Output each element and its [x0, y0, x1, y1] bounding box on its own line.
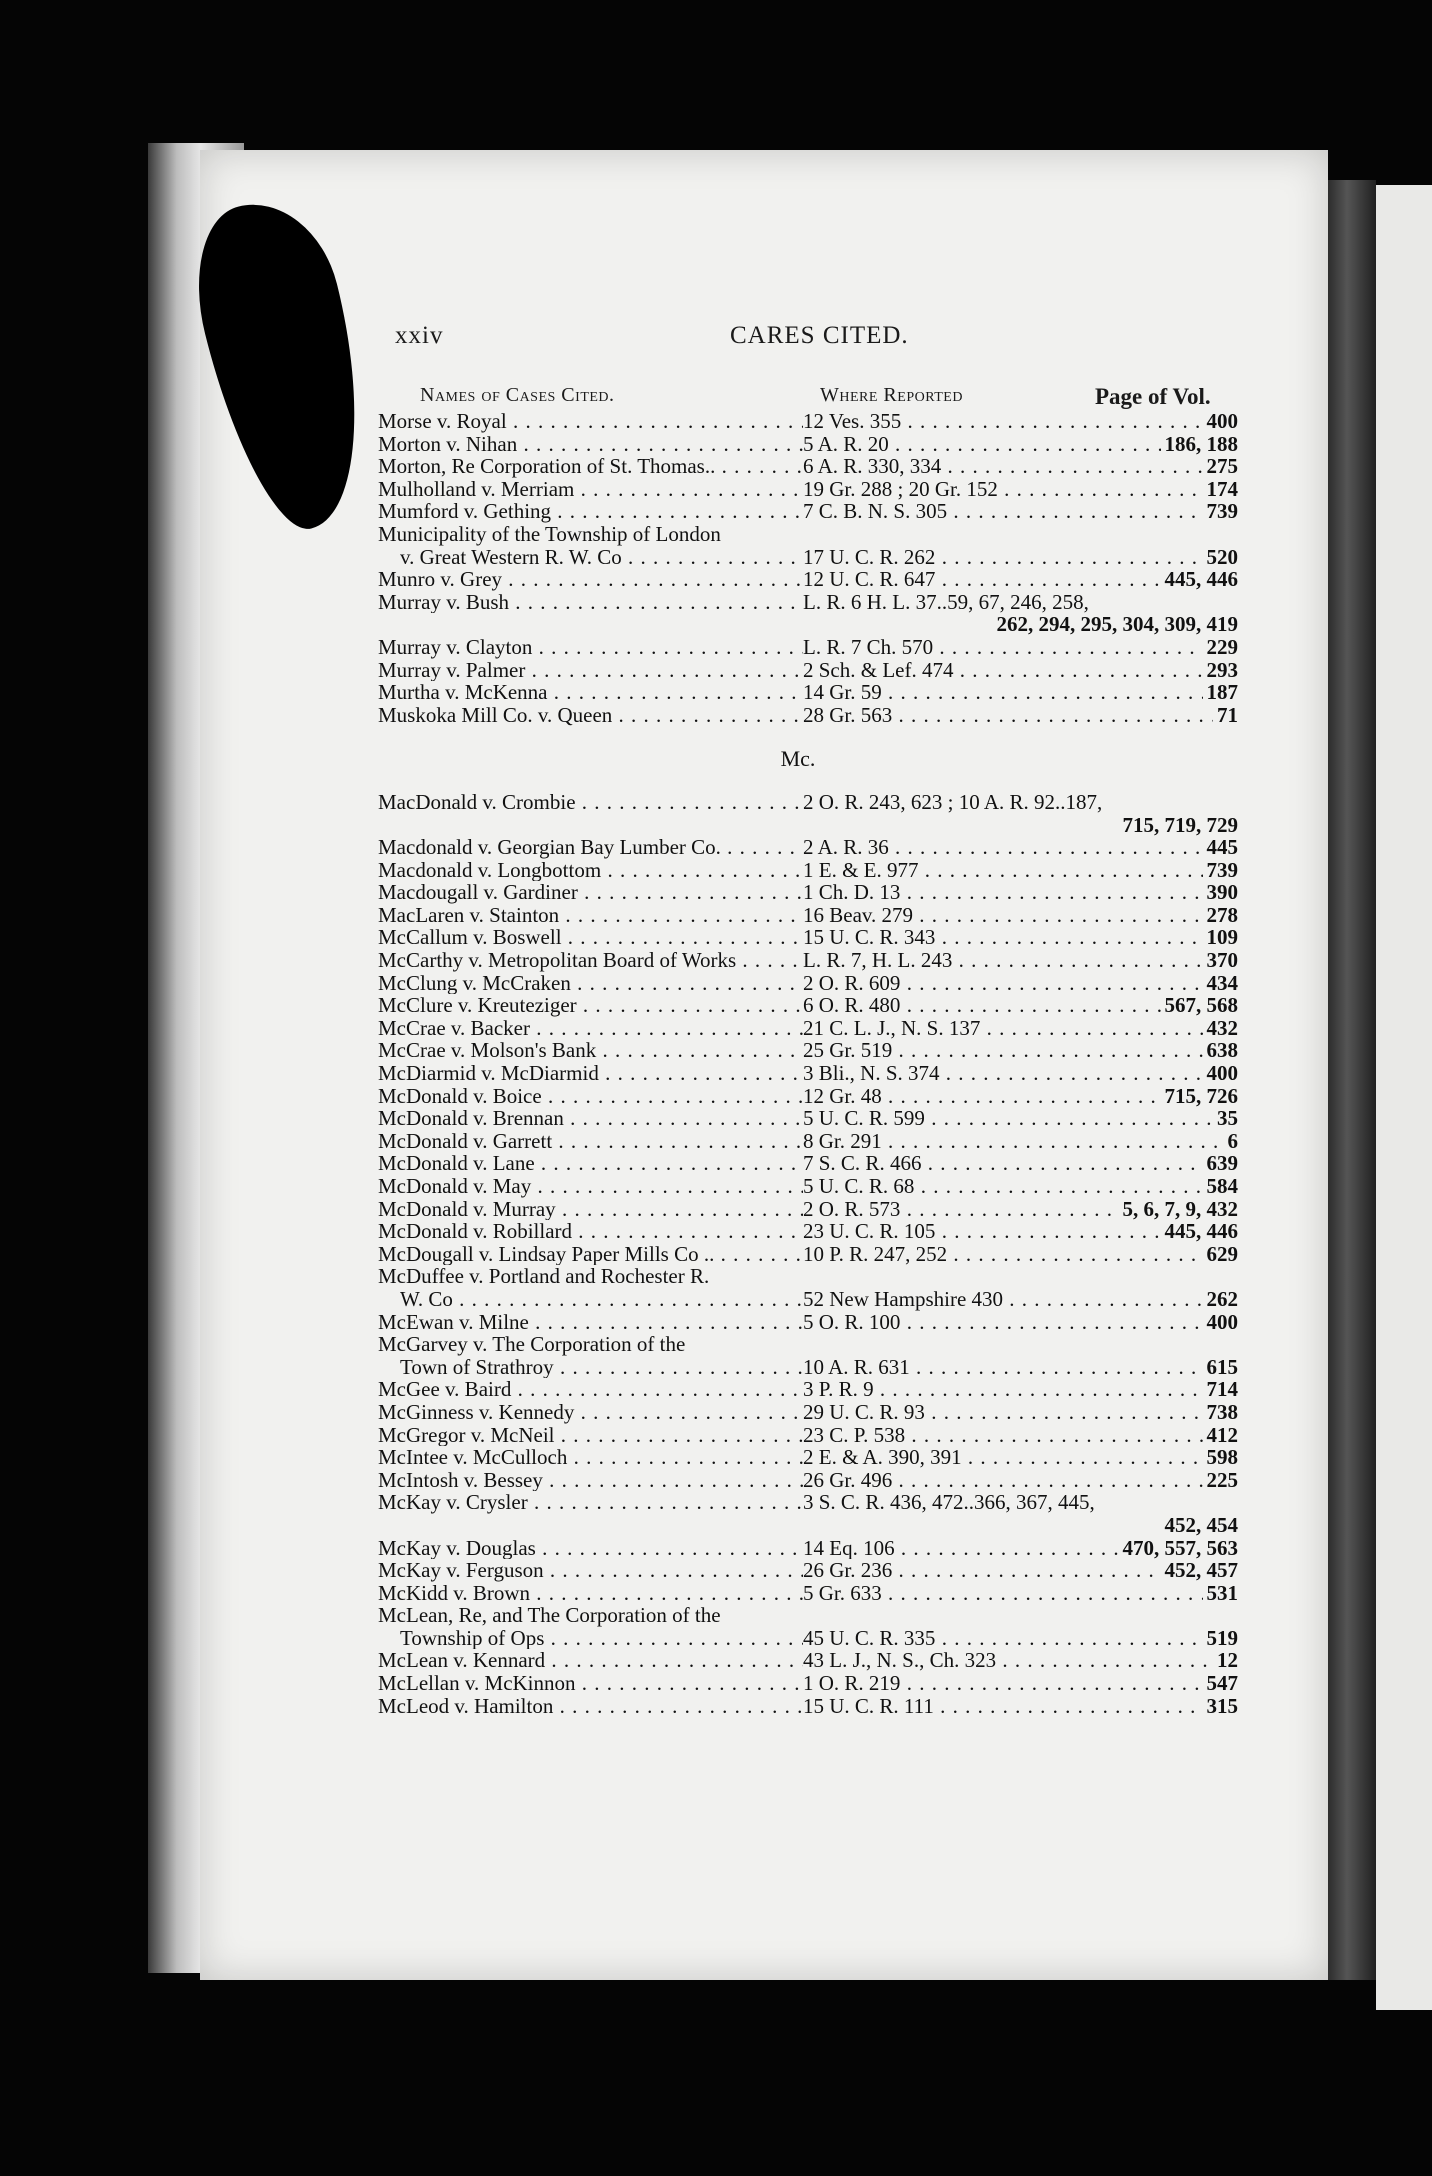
where-reported: 2 Sch. & Lef. 474 . . .: [803, 659, 1203, 682]
where-reported: 25 Gr. 519 . . .: [803, 1039, 1203, 1062]
page-reference: 186, 188: [1164, 431, 1238, 456]
page-reference: 400: [1206, 409, 1238, 433]
page-reference: 584: [1206, 1174, 1238, 1198]
where-reported: 7 C. B. N. S. 305 . . .: [803, 500, 1203, 523]
case-name: McEwan v. Milne . . .: [378, 1311, 803, 1334]
page-reference-continued: 452, 454: [1164, 1512, 1238, 1537]
case-name: McGregor v. McNeil . . .: [378, 1424, 803, 1447]
case-entry: [378, 1401, 1238, 1424]
case-name: McIntosh v. Bessey . . .: [378, 1469, 803, 1492]
case-name: v. Great Western R. W. Co . . .: [378, 546, 803, 569]
where-reported: 12 Ves. 355 . . .: [803, 410, 1203, 433]
page-reference: 12: [1217, 1648, 1238, 1673]
page-reference: 412: [1206, 1422, 1238, 1447]
case-entry: [378, 881, 1238, 904]
where-reported: 16 Beav. 279 . . .: [803, 904, 1203, 927]
page-reference: 452, 457: [1164, 1558, 1238, 1583]
where-reported: 23 C. P. 538 . . .: [803, 1424, 1203, 1447]
case-name: McLean, Re, and The Corporation of the: [378, 1604, 721, 1627]
case-name: McGinness v. Kennedy . . .: [378, 1401, 803, 1424]
case-entry: [378, 1446, 1238, 1469]
where-reported: 14 Gr. 59 . . .: [803, 681, 1203, 704]
page-reference: 400: [1206, 1061, 1238, 1086]
where-reported: 5 U. C. R. 68 . . .: [803, 1175, 1203, 1198]
case-entry: [378, 478, 1238, 501]
case-entry: [378, 433, 1238, 456]
case-name: McCrae v. Backer . . .: [378, 1017, 803, 1040]
column-header-where: Where Reported: [820, 384, 963, 406]
where-reported: 10 P. R. 247, 252 . . .: [803, 1243, 1203, 1266]
case-name: Murray v. Bush . . .: [378, 591, 803, 614]
page-reference: 567, 568: [1164, 993, 1238, 1018]
case-name: Macdonald v. Longbottom . . .: [378, 859, 803, 882]
case-name: McLeod v. Hamilton . . .: [378, 1695, 803, 1718]
case-entry: [378, 1062, 1238, 1085]
where-reported: 1 O. R. 219 . . .: [803, 1672, 1203, 1695]
book-gutter: [1328, 180, 1376, 1980]
case-entry: [378, 926, 1238, 949]
where-reported: 6 A. R. 330, 334 . . .: [803, 455, 1203, 478]
case-entry: [378, 1017, 1238, 1040]
page-header: [395, 322, 1225, 362]
case-entry: [378, 1265, 1238, 1310]
case-entry: [378, 1378, 1238, 1401]
where-reported: 6 O. R. 480 . . .: [803, 994, 1161, 1017]
where-reported: 8 Gr. 291 . . .: [803, 1130, 1224, 1153]
case-entry: [378, 836, 1238, 859]
case-entry: [378, 1085, 1238, 1108]
where-reported: 3 P. R. 9 . . .: [803, 1378, 1203, 1401]
where-reported: 5 U. C. R. 599 . . .: [803, 1107, 1213, 1130]
case-name: McDonald v. Robillard . . .: [378, 1220, 803, 1243]
where-reported: 3 Bli., N. S. 374 . . .: [803, 1062, 1203, 1085]
page-reference: 739: [1206, 499, 1238, 524]
case-name: McDonald v. May . . .: [378, 1175, 803, 1198]
where-reported: 17 U. C. R. 262 . . .: [803, 546, 1203, 569]
section-heading: Mc.: [780, 746, 816, 772]
case-entry: [378, 1695, 1238, 1718]
case-name: Mumford v. Gething . . .: [378, 500, 803, 523]
case-name: McKay v. Crysler . . .: [378, 1491, 803, 1514]
page-reference: 715, 726: [1164, 1083, 1238, 1108]
case-name: McClung v. McCraken . . .: [378, 972, 803, 995]
case-entry: [378, 1243, 1238, 1266]
case-entry: [378, 1491, 1238, 1536]
case-entry: [378, 1424, 1238, 1447]
where-reported: 10 A. R. 631 . . .: [803, 1356, 1203, 1379]
where-reported: 45 U. C. R. 335 . . .: [803, 1627, 1203, 1650]
where-reported: 26 Gr. 496 . . .: [803, 1469, 1203, 1492]
where-reported: 5 O. R. 100 . . .: [803, 1311, 1203, 1334]
case-name: McKidd v. Brown . . .: [378, 1582, 803, 1605]
where-reported: 2 O. R. 243, 623 ; 10 A. R. 92..187,: [803, 790, 1103, 814]
column-header-names: Names of Cases Cited.: [420, 384, 615, 406]
case-entry: [378, 859, 1238, 882]
case-name: McLean v. Kennard . . .: [378, 1649, 803, 1672]
page-reference: 598: [1206, 1445, 1238, 1470]
case-name: Morse v. Royal . . .: [378, 410, 803, 433]
where-reported: 2 O. R. 609 . . .: [803, 972, 1203, 995]
case-name: Muskoka Mill Co. v. Queen . . .: [378, 704, 803, 727]
case-name: Mulholland v. Merriam . . .: [378, 478, 803, 501]
case-name: McClure v. Kreuteziger . . .: [378, 994, 803, 1017]
case-name: McLellan v. McKinnon . . .: [378, 1672, 803, 1695]
case-entry: [378, 410, 1238, 433]
page-reference: 6: [1227, 1128, 1238, 1153]
case-entry: [378, 1107, 1238, 1130]
case-entry: [378, 1469, 1238, 1492]
case-entry: [378, 681, 1238, 704]
case-entry: [378, 1311, 1238, 1334]
page-reference: 35: [1217, 1106, 1238, 1131]
page-reference: 278: [1206, 902, 1238, 927]
where-reported: L. R. 6 H. L. 37..59, 67, 246, 258,: [803, 590, 1089, 614]
case-name: Town of Strathroy . . .: [378, 1356, 803, 1379]
page-reference: 275: [1206, 454, 1238, 479]
where-reported: 2 E. & A. 390, 391 . . .: [803, 1446, 1203, 1469]
page-reference: 432: [1206, 1015, 1238, 1040]
case-name: McGee v. Baird . . .: [378, 1378, 803, 1401]
where-reported: 52 New Hampshire 430 . . .: [803, 1288, 1203, 1311]
case-entry: [378, 1152, 1238, 1175]
case-entry: [378, 636, 1238, 659]
page-reference: 639: [1206, 1151, 1238, 1176]
case-name: McDougall v. Lindsay Paper Mills Co .. . . .: [378, 1243, 803, 1266]
case-entry: [378, 1672, 1238, 1695]
where-reported: 19 Gr. 288 ; 20 Gr. 152 . . .: [803, 478, 1203, 501]
case-entry: [378, 1039, 1238, 1062]
where-reported: 5 A. R. 20 . . .: [803, 433, 1161, 456]
case-entry: [378, 500, 1238, 523]
page-reference: 390: [1206, 880, 1238, 905]
case-entry: [378, 1175, 1238, 1198]
case-name: Morton v. Nihan . . .: [378, 433, 803, 456]
where-reported: L. R. 7, H. L. 243 . . .: [803, 949, 1203, 972]
page-reference: 315: [1206, 1693, 1238, 1718]
case-entry: [378, 791, 1238, 836]
page-reference: 714: [1206, 1377, 1238, 1402]
case-name: McDonald v. Murray . . .: [378, 1198, 803, 1221]
case-entry: [378, 1333, 1238, 1378]
case-name: McGarvey v. The Corporation of the: [378, 1333, 686, 1356]
where-reported: 12 Gr. 48 . . .: [803, 1085, 1161, 1108]
page-reference-continued: 715, 719, 729: [1122, 812, 1238, 837]
page-reference: 629: [1206, 1241, 1238, 1266]
cases-cited-list: [378, 410, 1238, 1717]
case-entry: [378, 1130, 1238, 1153]
page-reference: 434: [1206, 970, 1238, 995]
case-name: McIntee v. McCulloch . . .: [378, 1446, 803, 1469]
case-name: Murtha v. McKenna . . .: [378, 681, 803, 704]
case-entry: [378, 1604, 1238, 1649]
where-reported: 26 Gr. 236 . . .: [803, 1559, 1161, 1582]
case-entry: [378, 949, 1238, 972]
case-name: McCarthy v. Metropolitan Board of Works . . .: [378, 949, 803, 972]
case-entry: [378, 1649, 1238, 1672]
where-reported: 1 E. & E. 977 . . .: [803, 859, 1203, 882]
where-reported: 28 Gr. 563 . . .: [803, 704, 1213, 727]
case-entry: [378, 523, 1238, 568]
page-reference: 638: [1206, 1038, 1238, 1063]
case-name: McCrae v. Molson's Bank . . .: [378, 1039, 803, 1062]
page-reference: 5, 6, 7, 9, 432: [1122, 1196, 1238, 1221]
page-reference: 187: [1206, 680, 1238, 705]
page-reference: 262: [1206, 1286, 1238, 1311]
case-name: McKay v. Douglas . . .: [378, 1537, 803, 1560]
case-name: Murray v. Clayton . . .: [378, 636, 803, 659]
case-entry: [378, 904, 1238, 927]
case-name: Morton, Re Corporation of St. Thomas.. . . .: [378, 455, 803, 478]
page-reference: 739: [1206, 857, 1238, 882]
case-entry: [378, 972, 1238, 995]
page-reference: 615: [1206, 1354, 1238, 1379]
page-reference: 445: [1206, 835, 1238, 860]
where-reported: 21 C. L. J., N. S. 137 . . .: [803, 1017, 1203, 1040]
case-name: W. Co . . .: [378, 1288, 803, 1311]
page-reference: 229: [1206, 634, 1238, 659]
case-entry: [378, 568, 1238, 591]
where-reported: 7 S. C. R. 466 . . .: [803, 1152, 1203, 1175]
where-reported: 43 L. J., N. S., Ch. 323 . . .: [803, 1649, 1213, 1672]
column-header-page: Page of Vol.: [1095, 384, 1211, 409]
case-name: McDiarmid v. McDiarmid . . .: [378, 1062, 803, 1085]
case-name: MacLaren v. Stainton . . .: [378, 904, 803, 927]
facing-page-edge: [1376, 185, 1432, 2010]
case-entry: [378, 994, 1238, 1017]
case-name: McDonald v. Brennan . . .: [378, 1107, 803, 1130]
case-name: McDonald v. Lane . . .: [378, 1152, 803, 1175]
page-reference: 225: [1206, 1467, 1238, 1492]
page-reference: 470, 557, 563: [1122, 1535, 1238, 1560]
where-reported: 23 U. C. R. 105 . . .: [803, 1220, 1161, 1243]
case-entry: [378, 1582, 1238, 1605]
page-reference: 519: [1206, 1625, 1238, 1650]
page-reference: 400: [1206, 1309, 1238, 1334]
page-folio: xxiv: [395, 322, 444, 349]
case-entry: [378, 1559, 1238, 1582]
case-name: McDonald v. Garrett . . .: [378, 1130, 803, 1153]
case-name: MacDonald v. Crombie . . .: [378, 791, 803, 814]
where-reported: 1 Ch. D. 13 . . .: [803, 881, 1203, 904]
page-reference: 445, 446: [1164, 567, 1238, 592]
case-name: Munro v. Grey . . .: [378, 568, 803, 591]
where-reported: L. R. 7 Ch. 570 . . .: [803, 636, 1203, 659]
where-reported: 29 U. C. R. 93 . . .: [803, 1401, 1203, 1424]
where-reported: 15 U. C. R. 111 . . .: [803, 1695, 1203, 1718]
case-entry: [378, 1198, 1238, 1221]
case-name: McDuffee v. Portland and Rochester R.: [378, 1265, 710, 1288]
case-name: Municipality of the Township of London: [378, 522, 721, 546]
where-reported: 15 U. C. R. 343 . . .: [803, 926, 1203, 949]
page-reference: 174: [1206, 476, 1238, 501]
running-title: CARES CITED.: [730, 322, 909, 349]
page-reference: 445, 446: [1164, 1219, 1238, 1244]
case-entry: [378, 455, 1238, 478]
case-name: Township of Ops . . .: [378, 1627, 803, 1650]
case-entry: [378, 1537, 1238, 1560]
case-name: McCallum v. Boswell . . .: [378, 926, 803, 949]
where-reported: 2 O. R. 573 . . .: [803, 1198, 1119, 1221]
where-reported: 5 Gr. 633 . . .: [803, 1582, 1203, 1605]
page-reference: 293: [1206, 657, 1238, 682]
page-reference: 71: [1217, 702, 1238, 727]
page-reference: 370: [1206, 948, 1238, 973]
case-name: McKay v. Ferguson . . .: [378, 1559, 803, 1582]
case-entry: [378, 704, 1238, 727]
case-entry: [378, 659, 1238, 682]
page-reference: 738: [1206, 1399, 1238, 1424]
page-reference-continued: 262, 294, 295, 304, 309, 419: [996, 612, 1238, 637]
page-reference: 547: [1206, 1671, 1238, 1696]
where-reported: 12 U. C. R. 647 . . .: [803, 568, 1161, 591]
page-reference: 109: [1206, 925, 1238, 950]
case-entry: [378, 591, 1238, 636]
case-name: Macdonald v. Georgian Bay Lumber Co. . . .: [378, 836, 803, 859]
case-entry: [378, 1220, 1238, 1243]
page-reference: 531: [1206, 1580, 1238, 1605]
where-reported: 3 S. C. R. 436, 472..366, 367, 445,: [803, 1491, 1095, 1514]
where-reported: 2 A. R. 36 . . .: [803, 836, 1203, 859]
case-name: McDonald v. Boice . . .: [378, 1085, 803, 1108]
case-name: Murray v. Palmer . . .: [378, 659, 803, 682]
case-name: Macdougall v. Gardiner . . .: [378, 881, 803, 904]
page-reference: 520: [1206, 544, 1238, 569]
where-reported: 14 Eq. 106 . . .: [803, 1537, 1119, 1560]
